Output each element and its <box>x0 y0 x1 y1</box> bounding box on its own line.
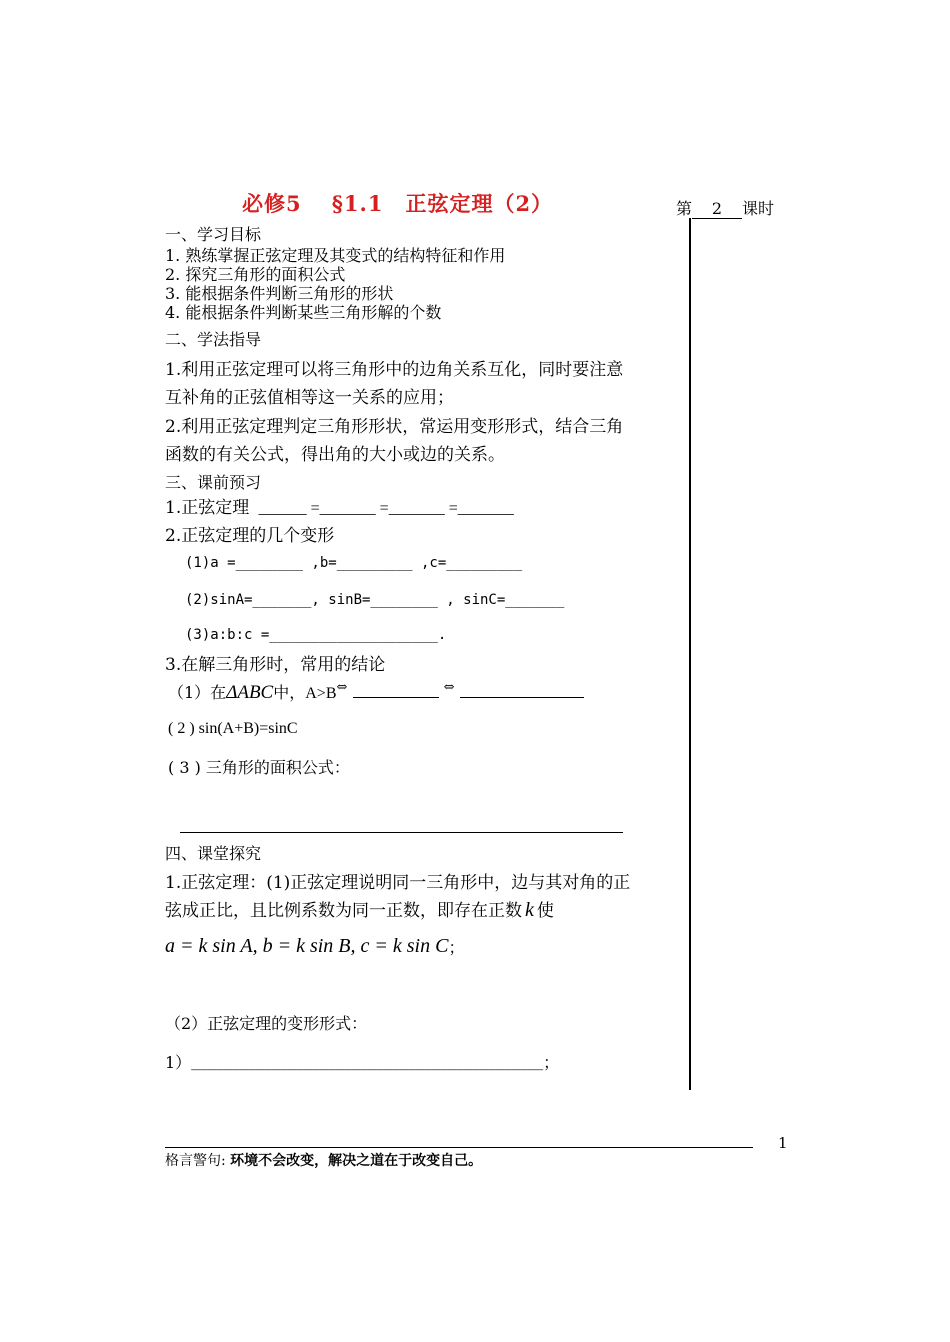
preview-q1-label: 1.正弦定理 <box>165 498 250 518</box>
blank <box>460 683 584 698</box>
preview-q3-label: 3.在解三角形时，常用的结论 <box>165 655 386 675</box>
footer-label: 格言警句: <box>165 1153 226 1169</box>
conclusion-1-mid: 中， <box>273 683 306 702</box>
preview-q2-label: 2.正弦定理的几个变形 <box>165 526 335 546</box>
explore-p1-line2 <box>165 896 554 922</box>
footer-text: 环境不会改变，解决之道在于改变自己。 <box>230 1153 483 1169</box>
method-p2-line2: 函数的有关公式，得出角的大小或边的关系。 <box>165 445 505 465</box>
variant-3: (3)a:b:c =____________________. <box>185 627 447 643</box>
sine-law-formula <box>165 935 464 958</box>
lesson-number: 2 <box>692 199 742 219</box>
page-number: 1 <box>778 1134 788 1152</box>
conclusion-3: ( 3 ) 三角形的面积公式： <box>168 758 350 777</box>
lesson-indicator <box>676 196 774 219</box>
variant-1: (1)a =________ ,b=_________ ,c=_________ <box>185 555 523 571</box>
section4-heading: 四、课堂探究 <box>165 844 262 863</box>
formula-end: ； <box>448 940 465 957</box>
triangle-abc-label: ΔABC <box>226 682 274 703</box>
equiv-arrow-1: ⇔ <box>336 680 348 695</box>
conclusion-2: ( 2 ) sin(A+B)=sinC <box>168 720 298 737</box>
section2-heading: 二、学法指导 <box>165 330 262 349</box>
conclusion-1-prefix: （1）在 <box>168 683 227 702</box>
lesson-prefix: 第 <box>676 199 693 218</box>
footer-quote <box>165 1150 482 1170</box>
section3-heading: 三、课前预习 <box>165 473 262 492</box>
preview-q1 <box>165 493 514 518</box>
triangle-abc <box>226 682 273 703</box>
blank <box>353 683 439 698</box>
equiv-arrow-2: ⇔ <box>443 680 455 695</box>
explore-p3: 1）＿＿＿＿＿＿＿＿＿＿＿＿＿＿＿＿＿＿＿＿＿＿； <box>165 1053 560 1072</box>
explore-p2: （2）正弦定理的变形形式： <box>165 1014 368 1033</box>
goal-item: 2. 探究三角形的面积公式 <box>165 265 346 284</box>
preview-q1-blanks: ______ =_______ =_______ =_______ <box>258 500 514 517</box>
section1-list <box>165 246 505 322</box>
page-title: 必修5 §1.1 正弦定理（2） <box>242 191 554 216</box>
explore-p1-line2b: 使 <box>536 901 554 921</box>
goal-item: 3. 能根据条件判断三角形的形状 <box>165 284 394 303</box>
variant-2: (2)sinA=_______, sinB=________ , sinC=_______ <box>185 592 565 608</box>
answer-line <box>180 832 623 833</box>
method-p1-line2: 互补角的正弦值相等这一关系的应用； <box>165 388 454 408</box>
section1-heading: 一、学习目标 <box>165 225 262 244</box>
formula-text: a = k sin A, b = k sin B, c = k sin C <box>165 935 449 957</box>
conclusion-1 <box>168 680 584 704</box>
explore-p1-line2a: 弦成正比，且比例系数为同一正数，即存在正数 <box>165 901 522 921</box>
goal-item: 1. 熟练掌握正弦定理及其变式的结构特征和作用 <box>165 246 506 265</box>
conclusion-1-ab: A>B <box>305 685 337 702</box>
lesson-suffix: 课时 <box>742 199 775 218</box>
margin-rule <box>689 218 691 1090</box>
footer-rule <box>165 1147 753 1148</box>
method-p1-line1: 1.利用正弦定理可以将三角形中的边角关系互化，同时要注意 <box>165 360 624 380</box>
k-symbol: k <box>525 899 534 921</box>
method-p2-line1: 2.利用正弦定理判定三角形形状，常运用变形形式，结合三角 <box>165 417 624 437</box>
goal-item: 4. 能根据条件判断某些三角形解的个数 <box>165 303 442 322</box>
explore-p1-line1: 1.正弦定理：(1)正弦定理说明同一三角形中，边与其对角的正 <box>165 873 631 893</box>
